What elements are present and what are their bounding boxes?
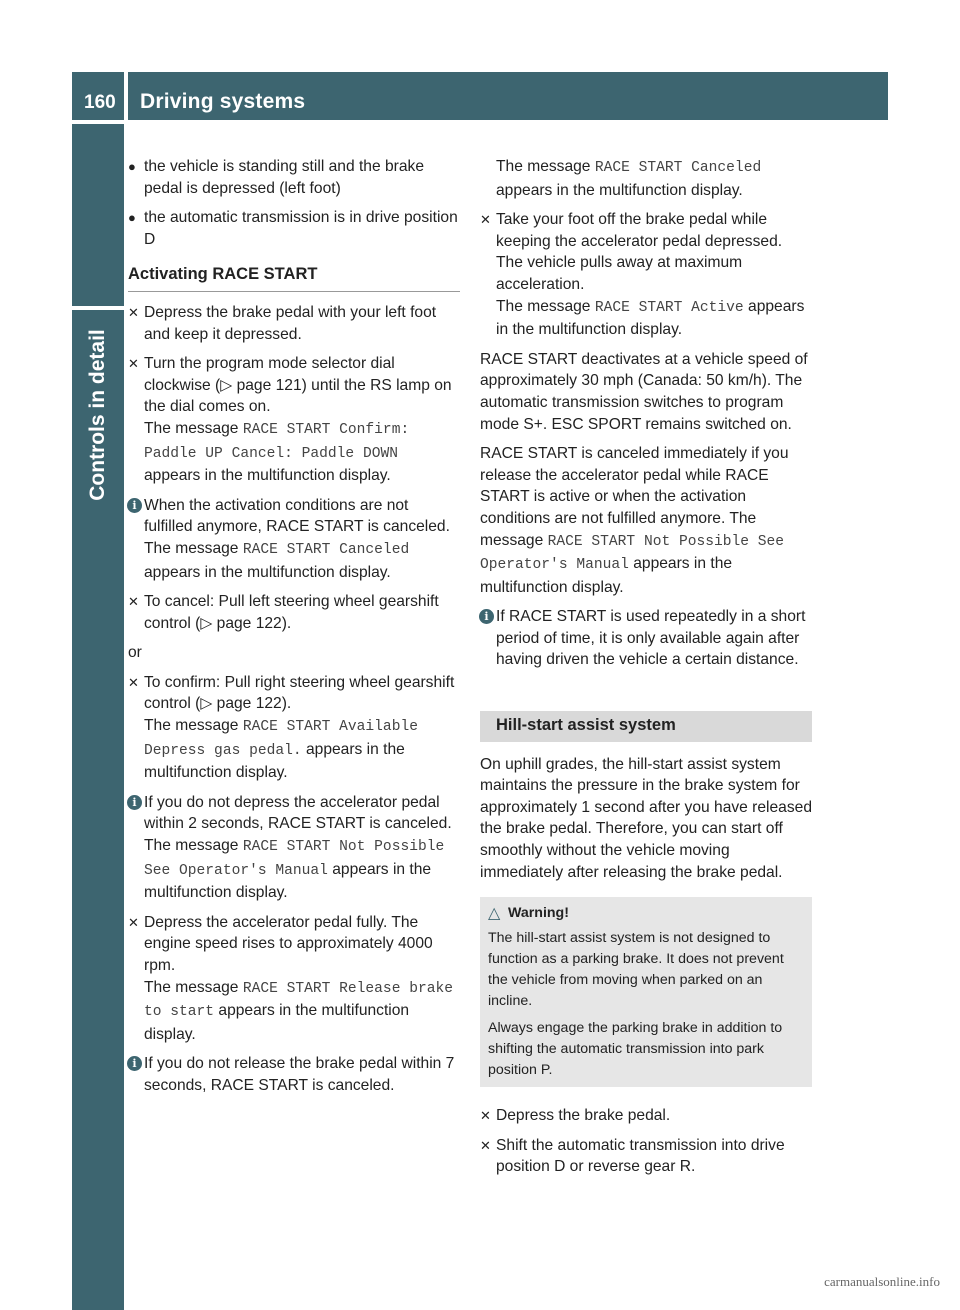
arrow-step-icon: ✕ [480,1108,491,1124]
info-icon: i [479,609,494,624]
info-icon: i [127,1056,142,1071]
paragraph: The message RACE START Canceled appears in the multifunction display. [496,158,762,199]
display-message: RACE START Confirm: Paddle UP Cancel: Paddle DOWN [144,421,410,462]
paragraph: On uphill grades, the hill-start assist system maintains the pressure in the brake system for approximately 1 second after you have released the brake pedal. Therefore, you can start off smoothly without the vehicle moving immediately after releasing the brake pedal. [480,755,812,881]
sidebar-block [72,124,124,306]
display-message: RACE START Active [594,299,744,316]
sidebar-label [72,310,124,520]
page-number: 160 [84,92,116,113]
arrow-step-icon: ✕ [128,594,139,610]
step-item: ✕ Turn the program mode selector dial clockwise (▷ page 121) until the RS lamp on the dial comes on. The message RACE START Confirm: Paddle UP Cancel: Paddle DOWN appears in the multifunction display. [128,355,452,485]
warning-text: Always engage the parking brake in addition to shifting the automatic transmission into park position P. [488,1020,783,1079]
paragraph: RACE START deactivates at a vehicle speed of approximately 30 mph (Canada: 50 km/h). The automatic transmission switches to program mode S+. ESC SPORT remains switched on. [480,350,808,433]
step-item: ✕ To confirm: Pull right steering wheel gearshift control (▷ page 122). The message RACE START Available Depress gas pedal. appears in the multifunction display. [128,673,455,782]
right-column [480,156,812,1186]
step-item: ✕ Shift the automatic transmission into drive position D or reverse gear R. [480,1136,785,1176]
warning-text: The hill-start assist system is not designed to function as a parking brake. It does not prevent the vehicle from moving when parked on an incline. [488,930,784,1010]
display-message: RACE START Not Possible See Operator's Manual [480,533,785,574]
step-item: ✕ To cancel: Pull left steering wheel gearshift control (▷ page 122). [128,593,439,632]
arrow-step-icon: ✕ [480,1137,491,1153]
display-message: RACE START Canceled [594,160,762,176]
display-message: RACE START Release brake to start [144,980,453,1021]
left-column [128,156,460,1105]
page-reference-link[interactable]: ▷ page 122 [200,695,282,713]
arrow-step-icon: ✕ [128,674,139,690]
info-icon: i [127,795,142,810]
display-message: RACE START Available Depress gas pedal. [144,719,418,759]
list-item: ● the vehicle is standing still and the brake pedal is depressed (left foot) [128,158,424,197]
display-message: RACE START Not Possible See Operator's Manual [144,839,445,879]
page-reference-link[interactable]: ▷ page 121 [220,376,302,394]
page-reference-link[interactable]: ▷ page 122 [200,614,282,632]
bullet-dot-icon: ● [128,210,136,226]
sidebar-section-title: Controls in detail [86,329,109,501]
header-bar [128,72,888,120]
info-icon: i [127,498,142,513]
info-note: i If you do not depress the accelerator pedal within 2 seconds, RACE START is canceled. The message RACE START Not Possible See Operator's Manual appears in the multifunction display. [128,792,460,904]
arrow-step-icon: ✕ [480,212,491,228]
info-note: i If RACE START is used repeatedly in a short period of time, it is only available again after having driven the vehicle a certain distance. [480,606,812,671]
step-item: ✕ Depress the brake pedal. [480,1105,812,1127]
warning-title: △ Warning! [488,905,569,923]
info-note: i If you do not release the brake pedal within 7 seconds, RACE START is canceled. [128,1053,460,1096]
or-text: or [128,644,142,662]
list-item: ● the automatic transmission is in drive position D [128,209,458,248]
page-title: Driving systems [140,90,306,113]
step-item: ✕ Depress the brake pedal with your left foot and keep it depressed. [128,303,437,343]
bullet-dot-icon: ● [128,159,136,174]
section-heading: Activating RACE START [128,264,460,292]
section-title-bar: Hill-start assist system [480,711,812,742]
arrow-step-icon: ✕ [128,914,139,930]
arrow-step-icon: ✕ [128,356,139,372]
paragraph: RACE START is canceled immediately if you release the accelerator pedal while RACE START is active or when the activation conditions are not fulfilled anymore. The message RACE START Not Possible See Operator's Manual appears in the multifunction display. [480,445,789,596]
step-item: ✕ Depress the accelerator pedal fully. The engine speed rises to approximately 4000 rpm. The message RACE START Release brake to start appears in the multifunction display. [128,913,453,1043]
warning-triangle-icon: △ [488,905,501,923]
arrow-step-icon: ✕ [128,304,139,320]
display-message: RACE START Canceled [242,541,410,558]
watermark: carmanualsonline.info [824,1274,940,1289]
step-item: ✕ Take your foot off the brake pedal while keeping the accelerator pedal depressed. The vehicle pulls away at maximum acceleration. The message RACE START Active appears in the multifunction display. [480,211,805,339]
warning-box [480,897,812,1087]
page-number-box [72,72,124,120]
info-note: i When the activation conditions are not fulfilled anymore, RACE START is canceled. The message RACE START Canceled appears in the multifunction display. [128,495,460,583]
